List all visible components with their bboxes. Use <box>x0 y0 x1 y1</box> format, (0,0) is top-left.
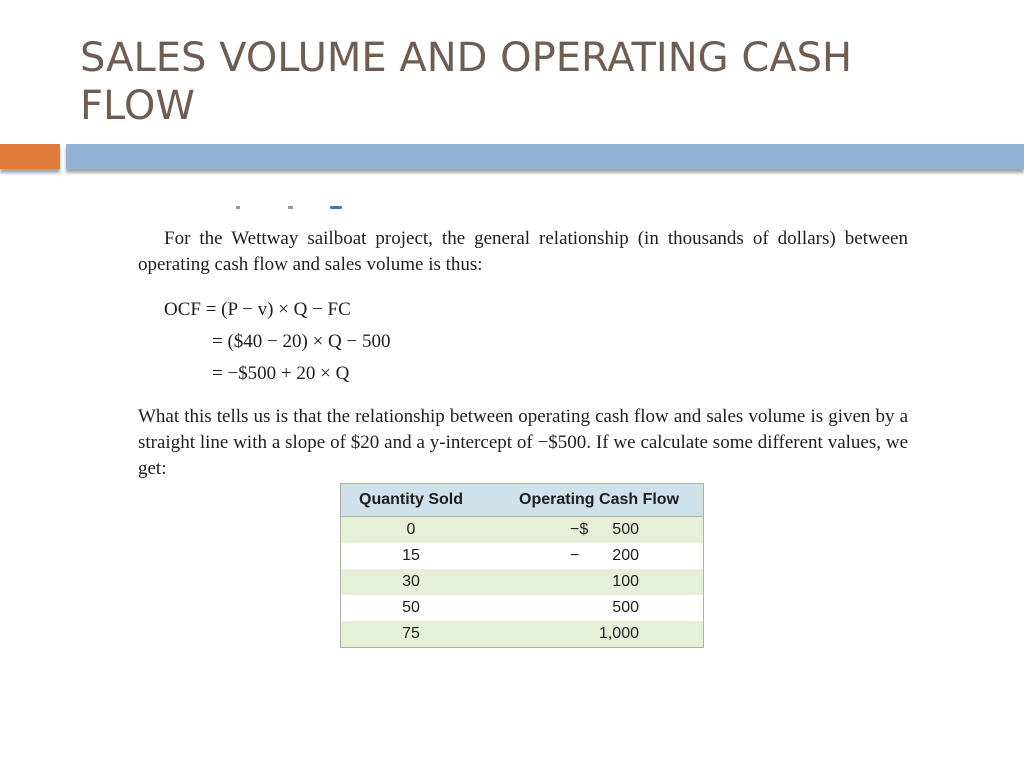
explanation-paragraph: What this tells us is that the relationship between operating cash flow and sales volume is given by a straight line with a slope of $20 and a y-intercept of −$500. If we calculate some different values, we get: <box>138 406 908 479</box>
table-row <box>341 517 703 544</box>
column-header-ocf: Operating Cash Flow <box>481 484 703 517</box>
scan-artifact <box>236 206 240 209</box>
cell-ocf <box>481 621 703 647</box>
cell-quantity: 50 <box>341 595 481 621</box>
ocf-table <box>340 483 704 648</box>
textbook-excerpt <box>138 226 908 482</box>
scan-artifact <box>330 206 342 209</box>
equation-line: OCF = (P − v) × Q − FC <box>164 299 351 320</box>
ocf-value: 500 <box>612 521 639 538</box>
table-header-row <box>341 484 703 517</box>
divider-bar-blue <box>66 144 1024 169</box>
table-row <box>341 569 703 595</box>
ocf-value: 100 <box>612 573 639 590</box>
cell-ocf <box>481 517 703 544</box>
intro-paragraph: For the Wettway sailboat project, the general relationship (in thousands of dollars) between operating cash flow and sales volume is thus: <box>138 228 908 275</box>
cell-quantity: 0 <box>341 517 481 544</box>
ocf-equation <box>138 294 908 390</box>
cell-ocf <box>481 543 703 569</box>
scan-artifact <box>288 206 293 209</box>
ocf-value: 1,000 <box>598 625 639 642</box>
ocf-sign: −$ <box>570 521 589 538</box>
data-table <box>341 484 703 647</box>
ocf-value: 200 <box>612 547 639 564</box>
column-header-quantity: Quantity Sold <box>341 484 481 517</box>
cell-quantity: 15 <box>341 543 481 569</box>
equation-line: = ($40 − 20) × Q − 500 <box>212 331 391 352</box>
ocf-value: 500 <box>612 599 639 616</box>
divider-accent-orange <box>0 144 60 169</box>
table-row <box>341 621 703 647</box>
slide-title: SALES VOLUME AND OPERATING CASH FLOW <box>80 35 853 129</box>
table-row <box>341 595 703 621</box>
title-divider <box>0 144 1024 178</box>
equation-line: = −$500 + 20 × Q <box>212 363 350 384</box>
cell-ocf <box>481 595 703 621</box>
cell-ocf <box>481 569 703 595</box>
cell-quantity: 30 <box>341 569 481 595</box>
ocf-sign: − <box>570 547 580 564</box>
table-row <box>341 543 703 569</box>
cell-quantity: 75 <box>341 621 481 647</box>
